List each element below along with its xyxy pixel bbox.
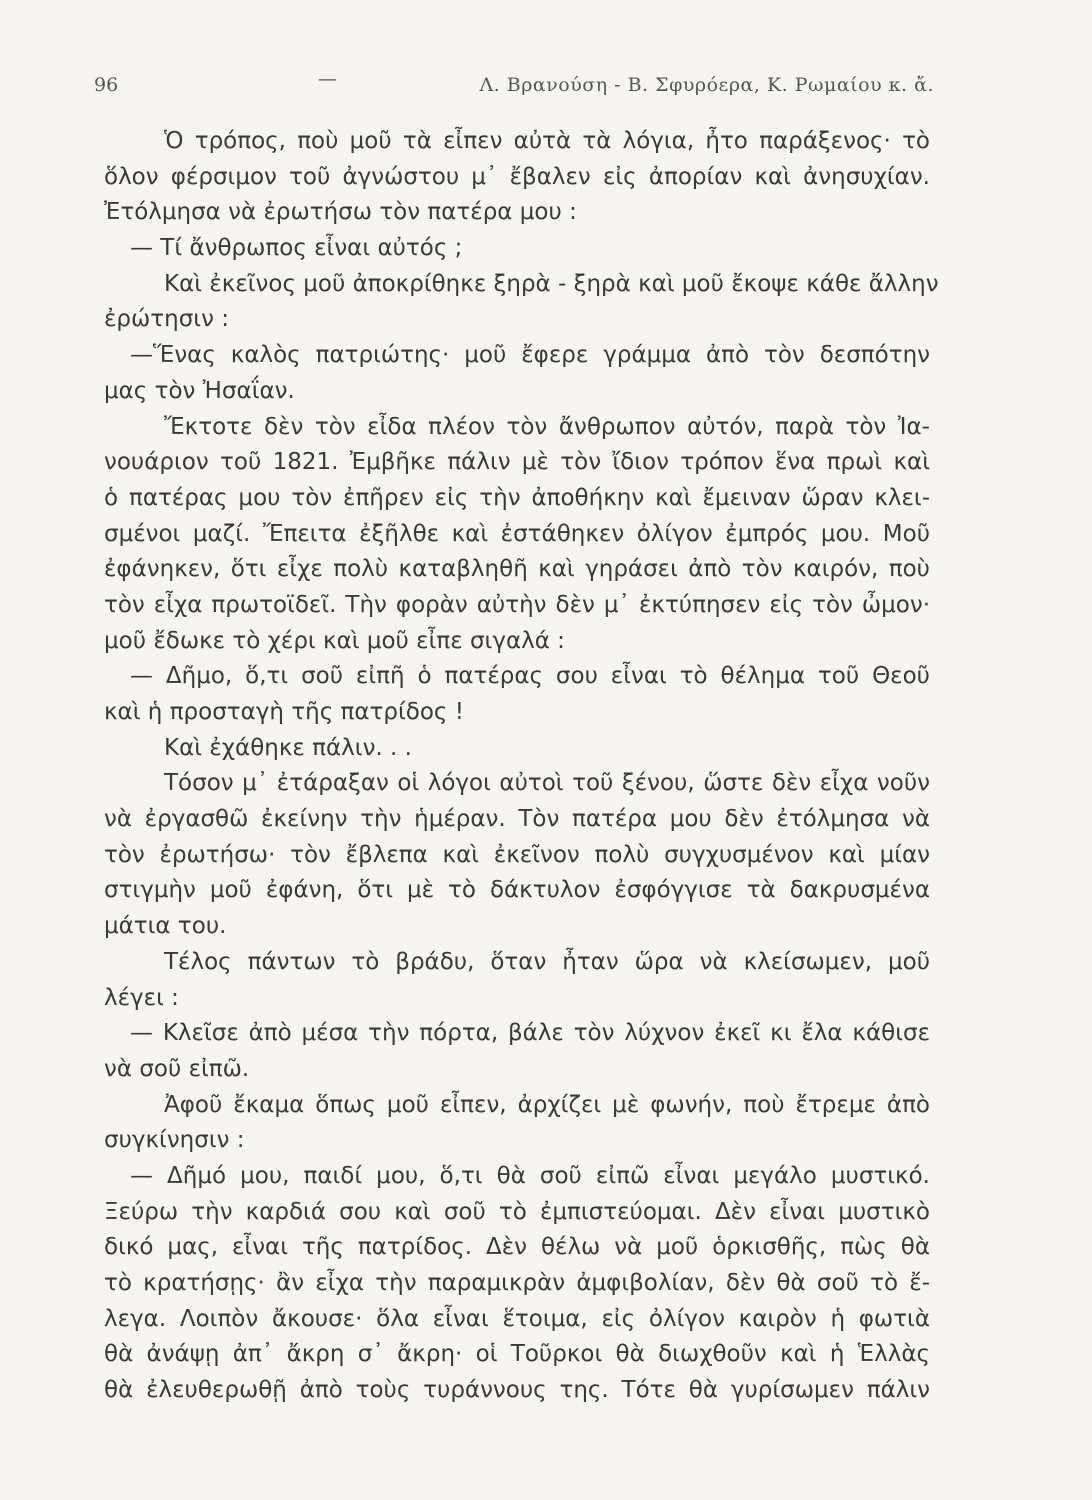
- text-line: λεγα. Λοιπὸν ἄκουσε· ὅλα εἶναι ἕτοιμα, εἰς ὀλίγον καιρὸν ἡ φωτιὰ: [104, 1305, 930, 1332]
- text-line: στιγμὴν μοῦ ἐφάνη, ὅτι μὲ τὸ δάκτυλον ἐσφόγγισε τὰ δακρυσμένα: [104, 877, 930, 904]
- text-line: τὸν ἐρωτήσω· τὸν ἔβλεπα καὶ ἐκεῖνον πολὺ συγχυσμένον καὶ μίαν: [104, 841, 930, 868]
- text-line: Τόσον μ᾿ ἐτάραξαν οἱ λόγοι αὐτοὶ τοῦ ξένου, ὥστε δὲν εἶχα νοῦν: [164, 770, 930, 797]
- text-line: λέγει :: [104, 984, 179, 1011]
- text-line: ἐφάνηκεν, ὅτι εἶχε πολὺ καταβληθῆ καὶ γηράσει ἀπὸ τὸν καιρόν, ποὺ: [104, 556, 930, 583]
- text-line: νὰ ἐργασθῶ ἐκείνην τὴν ἡμέραν. Τὸν πατέρα μου δὲν ἐτόλμησα νὰ: [104, 806, 930, 833]
- text-line: συγκίνησιν :: [104, 1127, 245, 1154]
- text-line: Ἀφοῦ ἔκαμα ὅπως μοῦ εἶπεν, ἀρχίζει μὲ φωνήν, ποὺ ἔτρεμε ἀπὸ: [164, 1091, 930, 1118]
- text-line: καὶ ἡ προσταγὴ τῆς πατρίδος !: [104, 699, 464, 725]
- body-text: [104, 124, 939, 1409]
- text-line: ἐρώτησιν :: [104, 306, 229, 333]
- page-header: [94, 68, 934, 104]
- text-line: τὸ κρατήσῃς· ἂν εἶχα τὴν παραμικρὰν ἀμφιβολίαν, δὲν θὰ σοῦ τὸ ἔ-: [104, 1270, 930, 1296]
- text-line: Ξεύρω τὴν καρδιά σου καὶ σοῦ τὸ ἐμπιστεύομαι. Δὲν εἶναι μυστικὸ: [104, 1198, 930, 1225]
- page-number: 96: [94, 74, 119, 96]
- text-line: δικό μας, εἶναι τῆς πατρίδος. Δὲν θέλω νὰ μοῦ ὁρκισθῆς, πὼς θὰ: [104, 1234, 930, 1261]
- text-line: Ἐτόλμησα νὰ ἐρωτήσω τὸν πατέρα μου :: [104, 199, 577, 226]
- text-line: μάτια του.: [104, 913, 227, 940]
- text-line: μοῦ ἔδωκε τὸ χέρι καὶ μοῦ εἶπε σιγαλά :: [104, 627, 565, 654]
- text-line: —Ἕνας καλὸς πατριώτης· μοῦ ἔφερε γράμμα ἀπὸ τὸν δεσπότην: [130, 342, 930, 369]
- text-line: — Κλεῖσε ἀπὸ μέσα τὴν πόρτα, βάλε τὸν λύχνον ἐκεῖ κι ἔλα κάθισε: [130, 1020, 930, 1047]
- text-line: ὁ πατέρας μου τὸν ἐπῆρεν εἰς τὴν ἀποθήκην καὶ ἔμειναν ὥραν κλει-: [104, 484, 930, 511]
- text-line: Ἔκτοτε δὲν τὸν εἶδα πλέον τὸν ἄνθρωπον αὐτόν, παρὰ τὸν Ἰα-: [164, 413, 930, 440]
- text-line: Καὶ ἐκεῖνος μοῦ ἀποκρίθηκε ξηρὰ - ξηρὰ καὶ μοῦ ἔκοψε κάθε ἄλλην: [164, 270, 939, 297]
- text-line: τὸν εἶχα πρωτοϊδεῖ. Τὴν φορὰν αὐτὴν δὲν μ᾿ ἐκτύπησεν εἰς τὸν ὦμον·: [104, 591, 930, 618]
- text-line: νὰ σοῦ εἰπῶ.: [104, 1055, 250, 1082]
- text-line: Καὶ ἐχάθηκε πάλιν. . .: [164, 734, 412, 761]
- header-dash: —: [318, 68, 337, 90]
- text-line: θὰ ἐλευθερωθῇ ἀπὸ τοὺς τυράννους της. Τότε θὰ γυρίσωμεν πάλιν: [104, 1377, 930, 1404]
- text-line: ὅλον φέρσιμον τοῦ ἀγνώστου μ᾿ ἔβαλεν εἰς ἀπορίαν καὶ ἀνησυχίαν.: [104, 163, 930, 190]
- text-line: σμένοι μαζί. Ἔπειτα ἐξῆλθε καὶ ἐστάθηκεν ὀλίγον ἐμπρός μου. Μοῦ: [104, 520, 930, 547]
- text-line: — Τί ἄνθρωπος εἶναι αὐτός ;: [130, 235, 463, 262]
- running-head: Λ. Βρανούση - Β. Σφυρόερα, Κ. Ρωμαίου κ. ἄ.: [479, 74, 934, 96]
- text-line: μας τὸν Ἠσαΐαν.: [104, 377, 295, 404]
- text-line: νουάριον τοῦ 1821. Ἐμβῆκε πάλιν μὲ τὸν ἴδιον τρόπον ἕνα πρωὶ καὶ: [104, 449, 930, 476]
- text-line: — Δῆμο, ὅ,τι σοῦ εἰπῆ ὁ πατέρας σου εἶναι τὸ θέλημα τοῦ Θεοῦ: [130, 663, 930, 690]
- text-line: Ὁ τρόπος, ποὺ μοῦ τὰ εἶπεν αὐτὰ τὰ λόγια, ἦτο παράξενος· τὸ: [164, 128, 930, 154]
- text-line: θὰ ἀνάψῃ ἀπ᾿ ἄκρη σ᾿ ἄκρη· οἱ Τοῦρκοι θὰ διωχθοῦν καὶ ἡ Ἑλλὰς: [104, 1341, 930, 1368]
- text-line: Τέλος πάντων τὸ βράδυ, ὅταν ἦταν ὥρα νὰ κλείσωμεν, μοῦ: [164, 948, 930, 975]
- text-line: — Δῆμό μου, παιδί μου, ὅ,τι θὰ σοῦ εἰπῶ εἶναι μεγάλο μυστικό.: [130, 1162, 930, 1189]
